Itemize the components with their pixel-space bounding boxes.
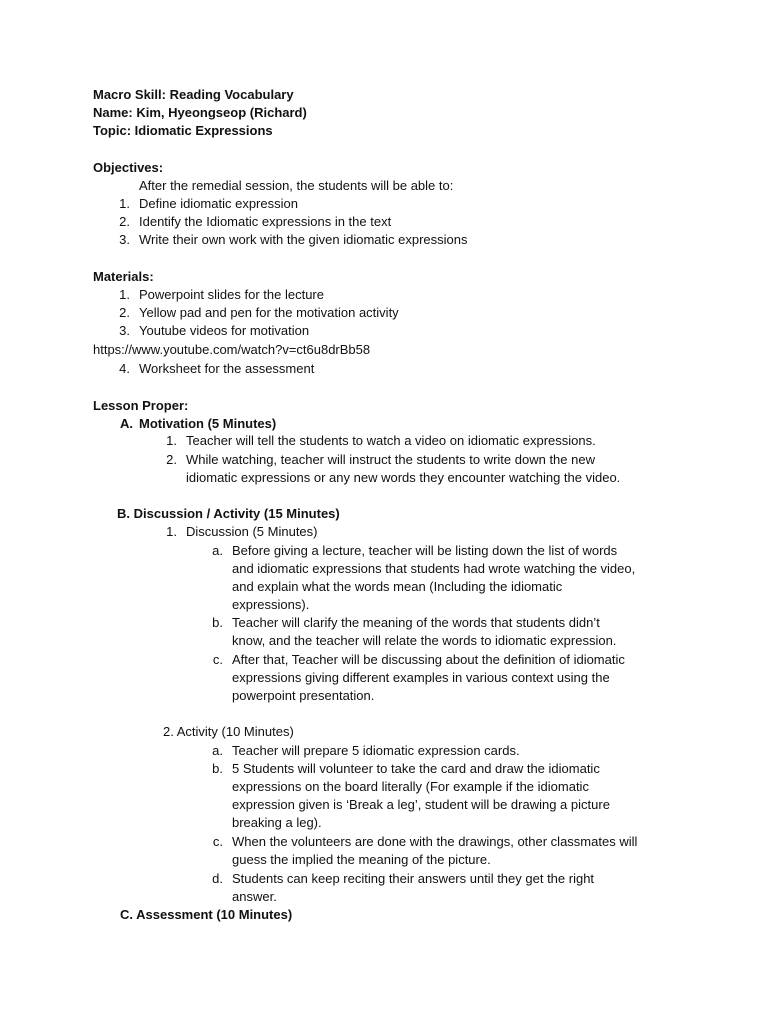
list-item-continuation: expressions). xyxy=(232,597,310,612)
list-item: Teacher will prepare 5 idiomatic expression cards. xyxy=(232,743,520,758)
list-item: Teacher will clarify the meaning of the words that students didn’t xyxy=(232,615,600,630)
topic-line: Topic: Idiomatic Expressions xyxy=(93,123,273,138)
list-item: Write their own work with the given idiomatic expressions xyxy=(139,232,468,247)
name-line: Name: Kim, Hyeongseop (Richard) xyxy=(93,105,307,120)
assessment-title: C. Assessment (10 Minutes) xyxy=(120,907,293,922)
list-number: 2. xyxy=(119,305,130,320)
list-item-continuation: and explain what the words mean (Including the idiomatic xyxy=(232,579,563,594)
list-item: Before giving a lecture, teacher will be listing down the list of words xyxy=(232,543,618,558)
list-item: Youtube videos for motivation xyxy=(139,323,310,338)
list-item: Define idiomatic expression xyxy=(139,196,298,211)
list-item-continuation: breaking a leg). xyxy=(232,815,322,830)
macro-skill-line: Macro Skill: Reading Vocabulary xyxy=(93,87,294,102)
discussion-activity-title: B. Discussion / Activity (15 Minutes) xyxy=(117,506,340,521)
list-item: Teacher will tell the students to watch a video on idiomatic expressions. xyxy=(186,433,596,448)
list-item-continuation: answer. xyxy=(232,889,277,904)
list-item: Students can keep reciting their answers until they get the right xyxy=(232,871,595,886)
list-item: 5 Students will volunteer to take the card and draw the idiomatic xyxy=(232,761,600,776)
list-item-continuation: guess the implied the meaning of the picture. xyxy=(232,852,491,867)
list-item-continuation: know, and the teacher will relate the words to idiomatic expression. xyxy=(232,633,617,648)
list-item-continuation: expressions on the board literally (For example if the idiomatic xyxy=(232,779,589,794)
list-number: 1. xyxy=(119,196,130,211)
materials-heading: Materials: xyxy=(93,269,154,284)
list-number: 4. xyxy=(119,361,130,376)
list-item-continuation: expressions giving different examples in various context using the xyxy=(232,670,610,685)
list-number: 2. xyxy=(119,214,130,229)
objectives-intro: After the remedial session, the students will be able to: xyxy=(139,178,454,193)
list-number: 1. xyxy=(119,287,130,302)
list-item: After that, Teacher will be discussing about the definition of idiomatic xyxy=(232,652,625,667)
list-item-continuation: expression given is ‘Break a leg’, student will be drawing a picture xyxy=(232,797,610,812)
list-number: 3. xyxy=(119,323,130,338)
list-letter: c. xyxy=(212,652,223,667)
list-number: 2. xyxy=(166,452,177,467)
lesson-proper-heading: Lesson Proper: xyxy=(93,398,189,413)
list-number: 1. xyxy=(166,524,177,539)
list-letter: d. xyxy=(212,871,223,886)
list-item: Yellow pad and pen for the motivation activity xyxy=(139,305,399,320)
list-letter: b. xyxy=(212,761,223,776)
list-letter: b. xyxy=(212,615,223,630)
objectives-heading: Objectives: xyxy=(93,160,164,175)
list-item-continuation: powerpoint presentation. xyxy=(232,688,375,703)
list-number: 1. xyxy=(166,433,177,448)
discussion-subtitle: Discussion (5 Minutes) xyxy=(186,524,318,539)
list-item-continuation: idiomatic expressions or any new words they encounter watching the video. xyxy=(186,470,621,485)
motivation-title: Motivation (5 Minutes) xyxy=(139,416,277,431)
list-item: Worksheet for the assessment xyxy=(139,361,315,376)
list-item: Identify the Idiomatic expressions in the text xyxy=(139,214,392,229)
activity-subtitle: 2. Activity (10 Minutes) xyxy=(163,724,294,739)
youtube-url: https://www.youtube.com/watch?v=ct6u8drBb58 xyxy=(93,342,371,357)
list-item-continuation: and idiomatic expressions that students had wrote watching the video, xyxy=(232,561,636,576)
list-letter: a. xyxy=(212,543,223,558)
list-item: While watching, teacher will instruct the students to write down the new xyxy=(186,452,595,467)
list-item: Powerpoint slides for the lecture xyxy=(139,287,324,302)
list-number: 3. xyxy=(119,232,130,247)
section-letter: A. xyxy=(120,416,133,431)
list-letter: a. xyxy=(212,743,223,758)
list-letter: c. xyxy=(212,834,223,849)
list-item: When the volunteers are done with the drawings, other classmates will xyxy=(232,834,638,849)
